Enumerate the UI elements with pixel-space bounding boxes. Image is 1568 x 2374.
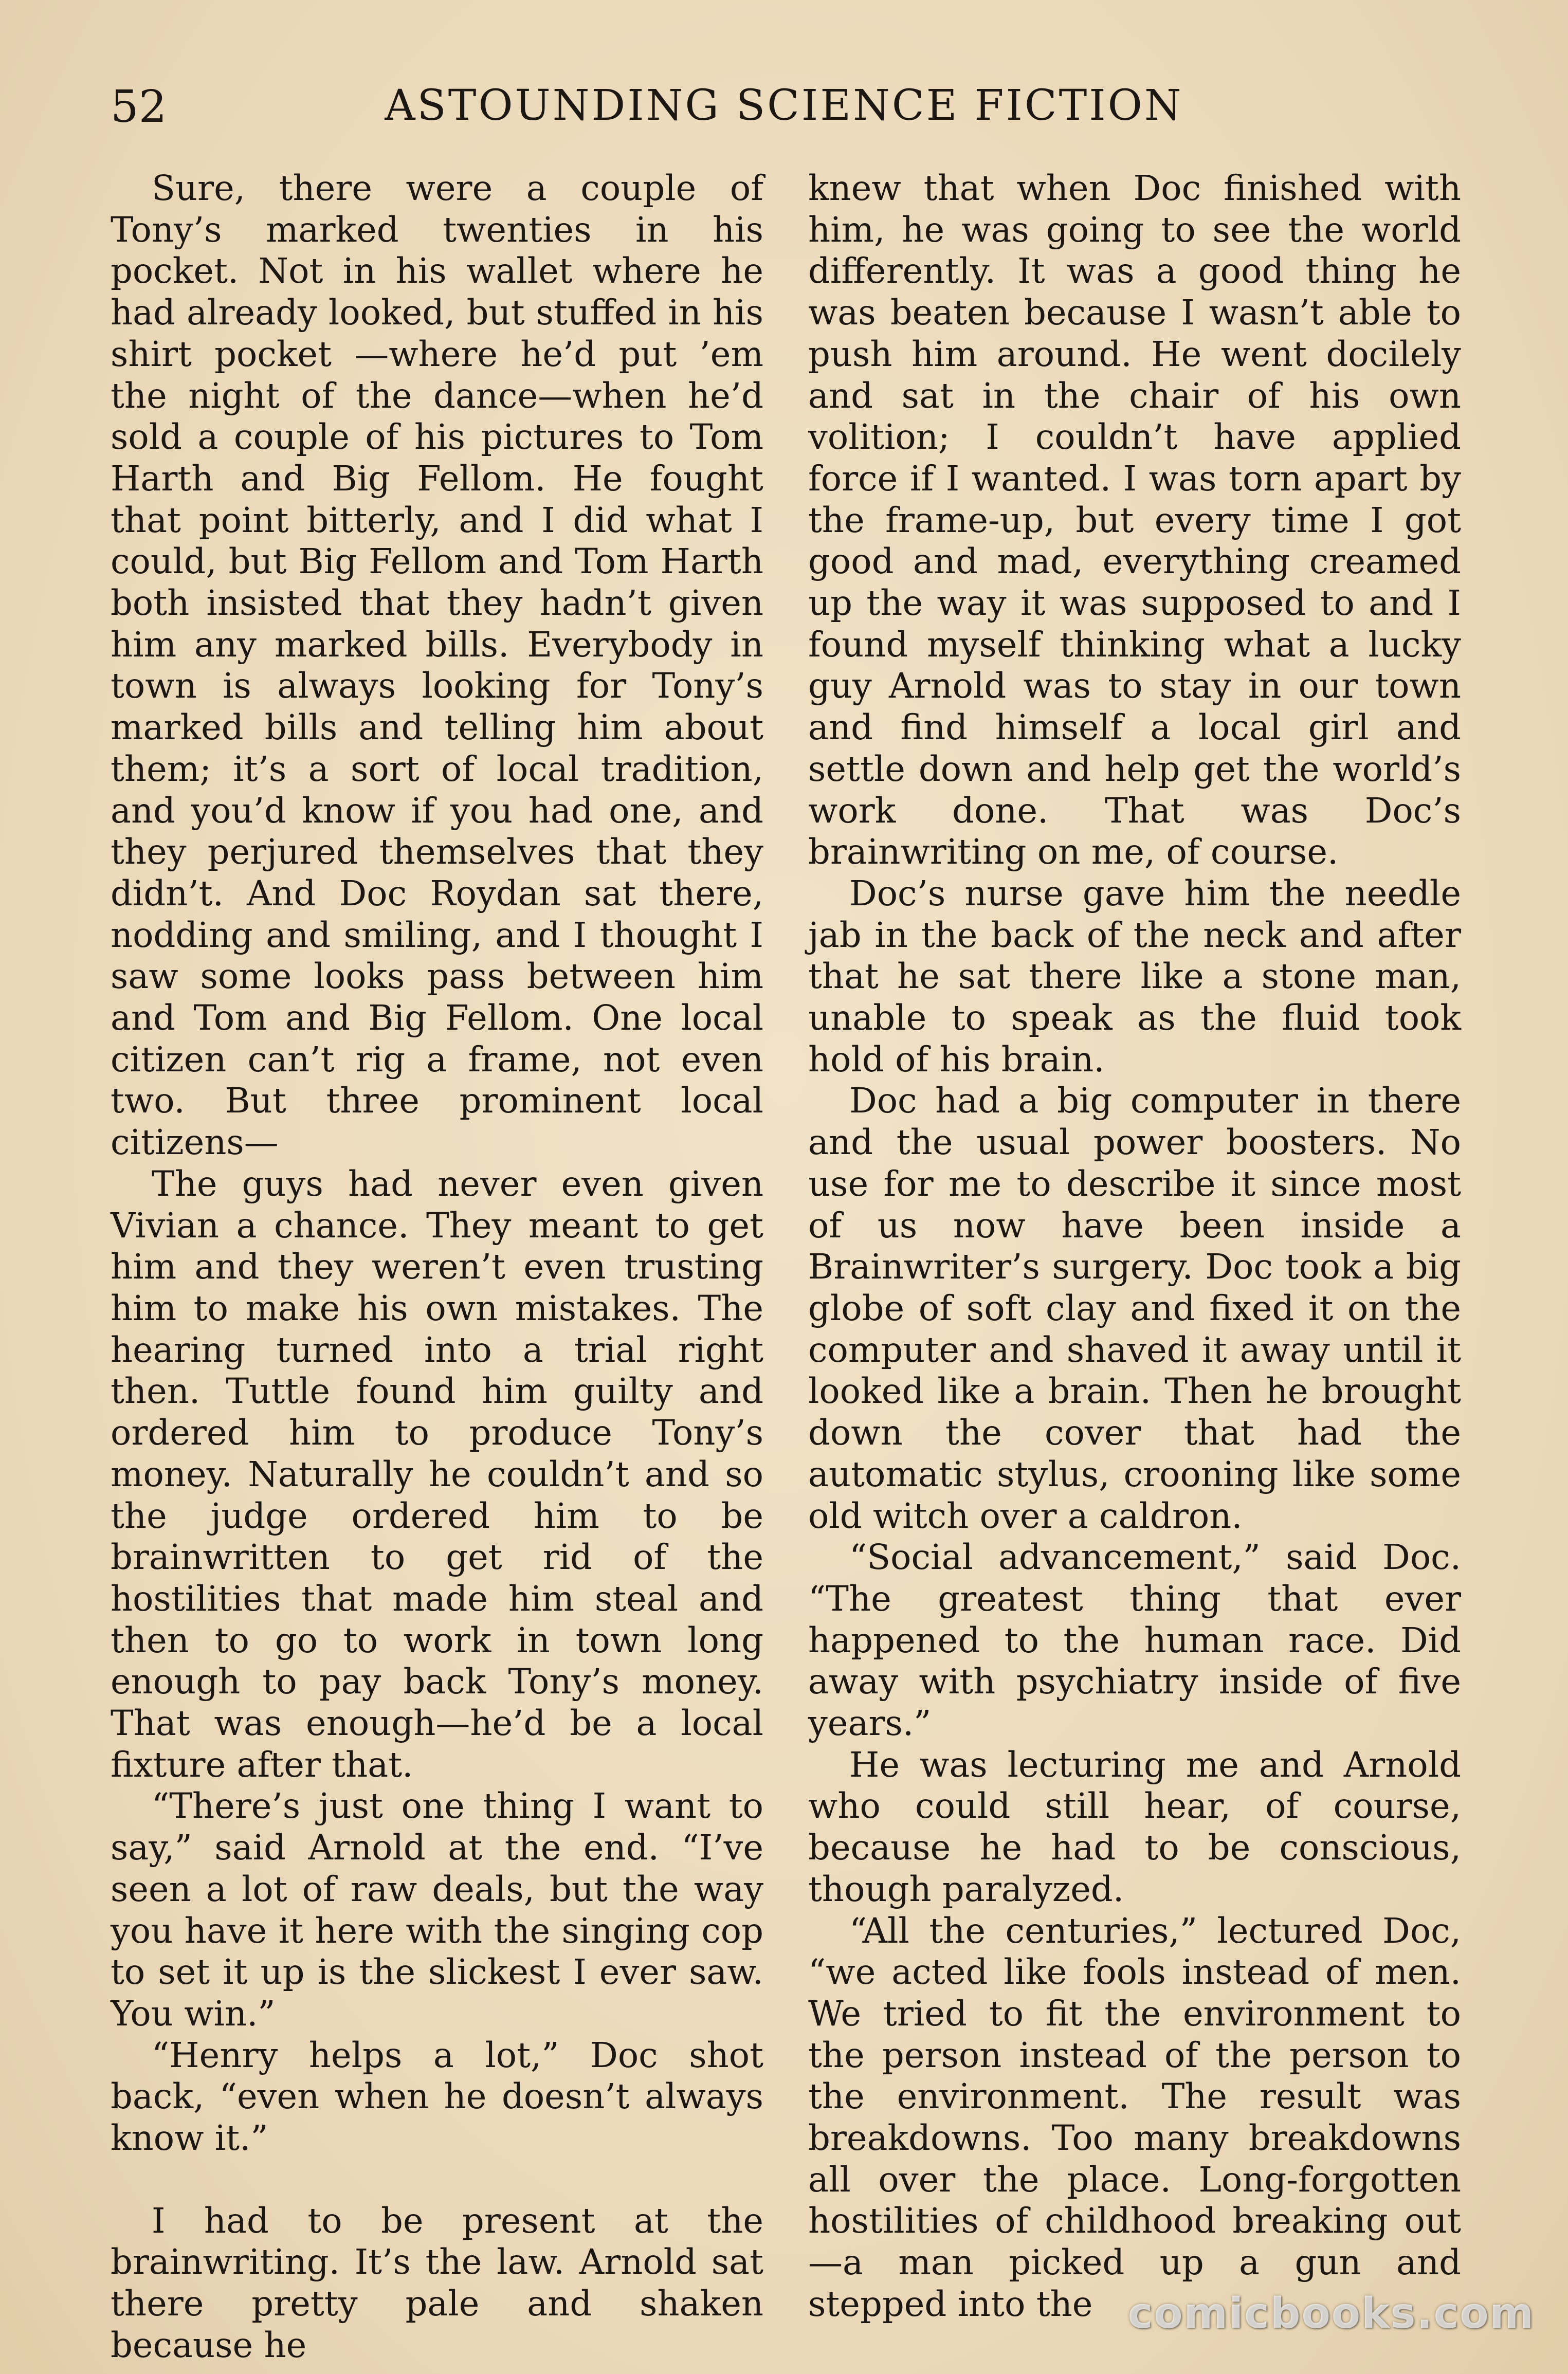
paragraph: Doc’s nurse gave him the needle jab in the back of the neck and after that he sat there like a stone man, unable to speak as the fluid took hold of his brain. [808,873,1461,1080]
paragraph: The guys had never even given Vivian a chance. They meant to get him and they weren’t even trusting him to make his own mistakes. The hearing turned into a trial right then. Tuttle found him guilty and ordered him to produce Tony’s money. Naturally he couldn’t and so the judge ordered him to be brainwritten to get rid of the hostilities that made him steal and then to go to work in town long enough to pay back Tony’s money. That was enough—he’d be a local fixture after that. [111,1163,763,1785]
paragraph: knew that when Doc finished with him, he was going to see the world differently. It was a good thing he was beaten because I wasn’t able to push him around. He went docilely and sat in the chair of his own volition; I couldn’t have applied force if I wanted. I was torn apart by the frame-up, but every time I got good and mad, everything creamed up the way it was supposed to and I found myself thinking what a lucky guy Arnold was to stay in our town and find himself a local girl and settle down and help get the world’s work done. That was Doc’s brainwriting on me, of course. [808,168,1461,872]
right-column [808,168,1461,2325]
page-number: 52 [111,81,167,133]
paragraph: Sure, there were a couple of Tony’s marked twenties in his pocket. Not in his wallet where he had already looked, but stuffed in his shirt pocket —where he’d put ’em the night of the dance—when he’d sold a couple of his pictures to Tom Harth and Big Fellom. He fought that point bitterly, and I did what I could, but Big Fellom and Tom Harth both insisted that they hadn’t given him any marked bills. Everybody in town is always looking for Tony’s marked bills and telling him about them; it’s a sort of local tradition, and you’d know if you had one, and they perjured themselves that they didn’t. And Doc Roydan sat there, nodding and smiling, and I thought I saw some looks pass between him and Tom and Big Fellom. One local citizen can’t rig a frame, not even two. But three prominent local citizens— [111,168,763,1163]
left-column [111,168,763,2366]
paragraph: “There’s just one thing I want to say,” said Arnold at the end. “I’ve seen a lot of raw deals, but the way you have it here with the singing cop to set it up is the slickest I ever saw. You win.” [111,1786,763,2034]
watermark: comicbooks.com [1127,2289,1535,2338]
paragraph: I had to be present at the brainwriting. It’s the law. Arnold sat there pretty pale and shaken because he [111,2200,763,2365]
paragraph: “Henry helps a lot,” Doc shot back, “even when he doesn’t always know it.” [111,2035,763,2159]
paragraph: “Social advancement,” said Doc. “The greatest thing that ever happened to the human race. Did away with psychiatry inside of five years.” [808,1537,1461,1744]
paragraph: He was lecturing me and Arnold who could still hear, of course, because he had to be conscious, though paralyzed. [808,1744,1461,1909]
paragraph: “All the centuries,” lectured Doc, “we acted like fools instead of men. We tried to fit the environment to the person instead of the person to the environment. The result was breakdowns. Too many breakdowns all over the place. Long-forgotten hostilities of childhood breaking out—a man picked up a gun and stepped into the [808,1910,1461,2324]
paragraph: Doc had a big computer in there and the usual power boosters. No use for me to describe it since most of us now have been inside a Brainwriter’s surgery. Doc took a big globe of soft clay and fixed it on the computer and shaved it away until it looked like a brain. Then he brought down the cover that had the automatic stylus, crooning like some old witch over a caldron. [808,1081,1461,1536]
running-head: ASTOUNDING SCIENCE FICTION [385,81,1183,130]
